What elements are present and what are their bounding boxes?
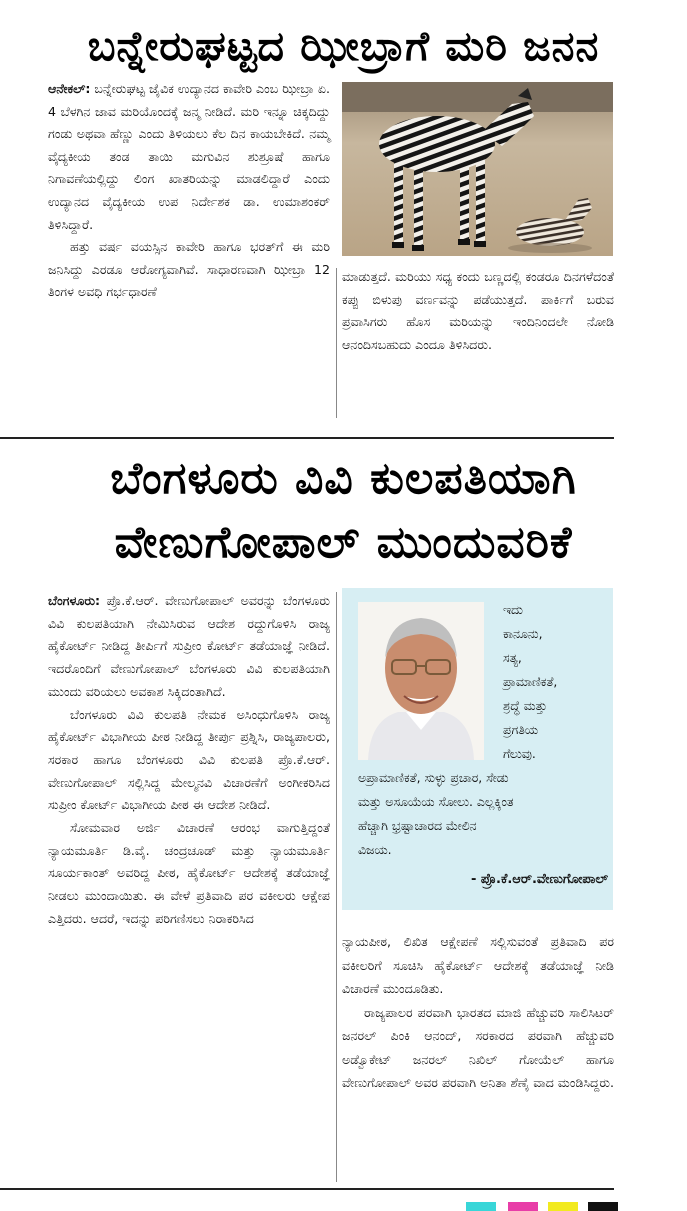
story1-headline-text: ಬನ್ನೇರುಘಟ್ಟದ ಝೀಬ್ರಾಗೆ ಮರಿ ಜನನ <box>87 22 600 70</box>
quote-side-line: ಇದು <box>503 602 523 617</box>
zebra-image <box>342 82 613 256</box>
quote-attribution: - ಪ್ರೊ.ಕೆ.ಆರ್.ವೇಣುಗೋಪಾಲ್ <box>471 872 608 887</box>
story1-headline <box>0 18 687 74</box>
story2-continuation-2: ರಾಜ್ಯಪಾಲರ ಪರವಾಗಿ ಭಾರತದ ಮಾಜಿ ಹೆಚ್ಚುವರಿ ಸಾಲಿಸಿಟರ್ ಜನರಲ್ ಪಿಂಕಿ ಆನಂದ್, ಸರಕಾರದ ಪರವಾಗಿ ಹೆಚ್ಚುವರಿ ಅಡ್ವೊಕೇಟ್ ಜನರಲ್ ನಿಖಿಲ್ ಗೋಯೆಲ್ ಹಾಗೂ ವೇಣುಗೋಪಾಲ್ ಅವರ ಪರವಾಗಿ ಅನಿತಾ ಶೆಣೈ ವಾದ ಮಂಡಿಸಿದ್ದರು. <box>342 1004 615 1090</box>
quote-body-line: ಮತ್ತು ಅಸೂಯೆಯ ಸೋಲು. ಎಲ್ಲಕ್ಕಿಂತ <box>358 794 514 809</box>
quote-body-line: ಹೆಚ್ಚಾಗಿ ಭ್ರಷ್ಟಾಚಾರದ ಮೇಲಿನ <box>358 818 477 833</box>
quote-side-line: ಶ್ರದ್ಧೆ ಮತ್ತು <box>503 698 548 713</box>
quote-side-line: ಕಾನೂನು, <box>503 626 543 641</box>
column-divider-2 <box>336 592 337 1182</box>
story1-continuation: ಮಾಡುತ್ತದೆ. ಮರಿಯು ಸಧ್ಯ ಕಂದು ಬಣ್ಣದಲ್ಲಿ ಕಂಡರೂ ದಿನಗಳೆದಂತೆ ಕಪ್ಪು ಬಿಳುಪು ವರ್ಣವನ್ನು ಪಡೆಯುತ್ತದೆ. ಪಾರ್ಕಿಗೆ ಬರುವ ಪ್ರವಾಸಿಗರು ಹೊಸ ಮರಿಯನ್ನು ಇಂದಿನಿಂದಲೇ ನೋಡಿ ಆನಂದಿಸಬಹುದು ಎಂದೂ ತಿಳಿಸಿದರು. <box>342 269 614 352</box>
registration-mark-cyan <box>466 1202 496 1211</box>
story2-continuation-1: ನ್ಯಾಯಪೀಠ, ಲಿಖಿತ ಆಕ್ಷೇಪಣೆ ಸಲ್ಲಿಸುವಂತೆ ಪ್ರತಿವಾದಿ ಪರ ವಕೀಲರಿಗೆ ಸೂಚಿಸಿ ಹೈಕೋರ್ಟ್ ಆದೇಶಕ್ಕೆ ತಡೆಯಾಜ್ಞೆ ನೀಡಿ ವಿಚಾರಣೆ ಮುಂದೂಡಿತು. <box>342 934 614 996</box>
story2-paragraph-2: ಬೆಂಗಳೂರು ವಿವಿ ಕುಲಪತಿ ನೇಮಕ ಅಸಿಂಧುಗೊಳಿಸಿ ರಾಜ್ಯ ಹೈಕೋರ್ಟ್ ವಿಭಾಗೀಯ ಪೀಠ ನೀಡಿದ್ದ ತೀರ್ಪು ಪ್ರಶ್ನಿಸಿ, ರಾಜ್ಯಪಾಲರು, ಸರಕಾರ ಹಾಗೂ ಬೆಂಗಳೂರು ವಿವಿ ಕುಲಪತಿ ಪ್ರೊ.ಕೆ.ಆರ್. ವೇಣುಗೋಪಾಲ್ ಸಲ್ಲಿಸಿದ್ದ ಮೇಲ್ಮನವಿ ವಿಚಾರಣೆಗೆ ಅಂಗೀಕರಿಸಿದ ಸುಪ್ರೀಂ ಕೋರ್ಟ್ ವಿಭಾಗೀಯ ಪೀಠ ಈ ಆದೇಶ ನೀಡಿದೆ. <box>48 706 330 813</box>
quote-body-line: ಅಪ್ರಾಮಾಣಿಕತೆ, ಸುಳ್ಳು ಪ್ರಚಾರ, ಸೇಡು <box>358 770 509 785</box>
story2-headline-line2 <box>0 512 687 574</box>
quote-body-line: ವಿಜಯ. <box>358 842 392 857</box>
bottom-rule <box>0 1188 614 1190</box>
story1-column-2 <box>342 266 614 356</box>
story1-dateline: ಆನೇಕಲ್: <box>48 81 91 96</box>
registration-mark-black <box>588 1202 618 1211</box>
quote-side-line: ಪ್ರಾಮಾಣಿಕತೆ, <box>503 674 558 689</box>
story2-paragraph-1: ಪ್ರೊ.ಕೆ.ಆರ್. ವೇಣುಗೋಪಾಲ್ ಅವರನ್ನು ಬೆಂಗಳೂರು ವಿವಿ ಕುಲಪತಿಯಾಗಿ ನೇಮಿಸಿರುವ ಆದೇಶ ರದ್ದುಗೊಳಿಸಿ ರಾಜ್ಯ ಹೈಕೋರ್ಟ್ ನೀಡಿದ್ದ ತೀರ್ಪಿಗೆ ಸುಪ್ರೀಂ ಕೋರ್ಟ್ ತಡೆಯಾಜ್ಞೆ ನೀಡಿದೆ. ಇದರೊಂದಿಗೆ ವೇಣುಗೋಪಾಲ್ ಬೆಂಗಳೂರು ವಿವಿ ಕುಲಪತಿಯಾಗಿ ಮುಂದು ವರಿಯಲು ಅವಕಾಶ ಸಿಕ್ಕಿದಂತಾಗಿದೆ. <box>48 593 330 699</box>
story2-headline-line1 <box>0 448 687 510</box>
story2-paragraph-3: ಸೋಮವಾರ ಅರ್ಜಿ ವಿಚಾರಣೆ ಆರಂಭ ವಾಗುತ್ತಿದ್ದಂತೆ ನ್ಯಾಯಮೂರ್ತಿ ಡಿ.ವೈ. ಚಂದ್ರಚೂಡ್ ಮತ್ತು ನ್ಯಾಯಮೂರ್ತಿ ಸೂರ್ಯಕಾಂತ್ ಅವರಿದ್ದ ಪೀಠ, ಹೈಕೋರ್ಟ್ ಆದೇಶಕ್ಕೆ ತಡೆಯಾಜ್ಞೆ ನೀಡಲು ಮುಂದಾಯಿತು. ಈ ವೇಳೆ ಪ್ರತಿವಾದಿ ಪರ ವಕೀಲರು ಆಕ್ಷೇಪ ಎತ್ತಿದರು. ಆದರೆ, ಇದನ್ನು ಪರಿಗಣಿಸಲು ನಿರಾಕರಿಸಿದ <box>48 820 330 926</box>
portrait-photo <box>358 602 484 760</box>
registration-mark-yellow <box>548 1202 578 1211</box>
quote-side-line: ಪ್ರಗತಿಯ <box>503 722 539 737</box>
story2-headline-line1-text: ಬೆಂಗಳೂರು ವಿವಿ ಕುಲಪತಿಯಾಗಿ <box>110 453 577 504</box>
story2-column-2 <box>342 930 614 1095</box>
quote-side-text <box>503 598 609 766</box>
quote-side-line: ಸತ್ಯ, <box>503 650 522 665</box>
quote-side-line: ಗೆಲುವು. <box>503 746 536 761</box>
story-divider <box>0 437 614 439</box>
story2-column-1 <box>48 590 330 931</box>
quote-box <box>342 588 613 910</box>
story2-dateline: ಬೆಂಗಳೂರು: <box>48 593 101 608</box>
quote-body-text <box>358 766 608 862</box>
story1-paragraph-1: ಬನ್ನೇರುಘಟ್ಟ ಜೈವಿಕ ಉದ್ಯಾನದ ಕಾವೇರಿ ಎಂಬ ಝೀಬ್ರಾ ಏ. 4 ಬೆಳಗಿನ ಜಾವ ಮರಿಯೊಂದಕ್ಕೆ ಜನ್ಮ ನೀಡಿದೆ. ಮರಿ ಇನ್ನೂ ಚಿಕ್ಕದಿದ್ದು ಗಂಡು ಅಥವಾ ಹೆಣ್ಣು ಎಂದು ತಿಳಿಯಲು ಕೆಲ ದಿನ ಕಾಯಬೇಕಿದೆ. ನಮ್ಮ ವೈದ್ಯಕೀಯ ತಂಡ ತಾಯಿ ಮಗುವಿನ ಶುಶ್ರೂಷೆ ಹಾಗೂ ನಿಗಾವಣೆಯಲ್ಲಿದ್ದು ಲಿಂಗ ಖಾತರಿಯನ್ನು ಮಾಡಲಿದ್ದಾರೆ ಎಂದು ಉದ್ಯಾನದ ವೈದ್ಯಕೀಯ ಉಪ ನಿರ್ದೇಶಕ ಡಾ. ಉಮಾಶಂಕರ್ ತಿಳಿಸಿದ್ದಾರೆ. <box>48 81 330 232</box>
portrait-image <box>358 602 484 760</box>
zebra-photo <box>342 82 613 256</box>
story1-paragraph-2: ಹತ್ತು ವರ್ಷ ವಯಸ್ಸಿನ ಕಾವೇರಿ ಹಾಗೂ ಭರತ್‌ಗೆ ಈ ಮರಿ ಜನಿಸಿದ್ದು ಎರಡೂ ಆರೋಗ್ಯವಾಗಿವೆ. ಸಾಧಾರಣವಾಗಿ ಝೀಬ್ರಾ 12 ತಿಂಗಳ ಅವಧಿ ಗರ್ಭಧಾರಣೆ <box>48 239 330 300</box>
story1-column-1 <box>48 78 330 304</box>
registration-mark-magenta <box>508 1202 538 1211</box>
story2-headline-line2-text: ವೇಣುಗೋಪಾಲ್ ಮುಂದುವರಿಕೆ <box>114 517 573 568</box>
column-divider <box>336 268 337 418</box>
